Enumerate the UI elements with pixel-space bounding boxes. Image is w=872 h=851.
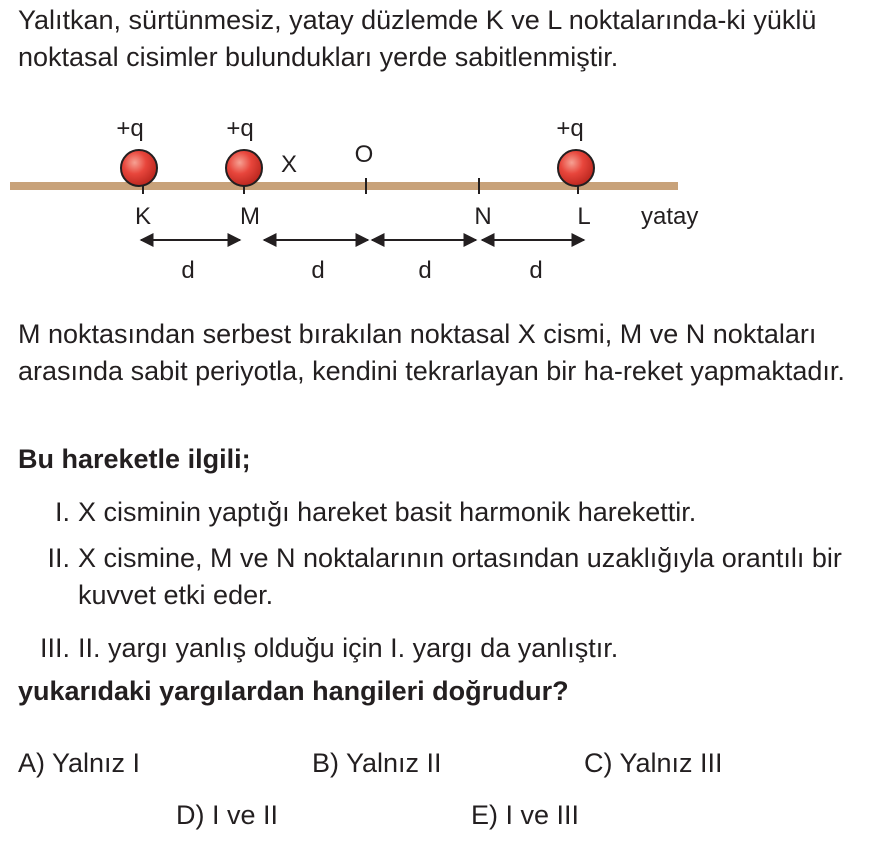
statement-1-text: X cisminin yaptığı hareket basit harmonik harekettir. [78,497,697,527]
intro-paragraph: Yalıtkan, sürtünmesiz, yatay düzlemde K ve L noktalarında-ki yüklü noktasal cisimler bulundukları yerde sabitlenmiştir. [18,5,817,72]
charge-ball-m [226,150,262,186]
object-label-x: X [280,151,298,178]
point-label-l: L [577,203,591,230]
option-d[interactable]: D) I ve II [176,800,279,830]
description-paragraph: M noktasından serbest bırakılan noktasal X cismi, M ve N noktaları arasında sabit periyotla, kendini tekrarlayan bir ha-reket yapmaktadır. [18,319,845,386]
charge-diagram [0,100,872,300]
distance-label-4: d [529,257,543,284]
charge-label-l: +q [556,115,584,142]
charge-ball-l [558,150,594,186]
option-e[interactable]: E) I ve III [471,800,580,830]
center-label-o: O [354,141,374,168]
distance-label-2: d [311,257,325,284]
axis-label-yatay: yatay [641,203,699,230]
question-text: yukarıdaki yargılardan hangileri doğrudur? [18,676,569,706]
point-label-m: M [240,203,260,230]
point-label-n: N [474,203,492,230]
statement-3-text: II. yargı yanlış olduğu için I. yargı da yanlıştır. [78,633,619,663]
charge-label-k: +q [116,115,144,142]
question-intro: Bu hareketle ilgili; [18,444,251,474]
charge-ball-k [121,150,157,186]
option-a[interactable]: A) Yalnız I [18,748,141,778]
option-c[interactable]: C) Yalnız III [584,748,723,778]
point-label-k: K [134,203,152,230]
charge-label-m: +q [226,115,254,142]
statement-3-number: III. [39,633,70,663]
distance-label-1: d [181,257,195,284]
option-b[interactable]: B) Yalnız II [312,748,442,778]
distance-label-3: d [418,257,432,284]
statement-1-number: I. [54,497,70,527]
statement-2-number: II. [47,543,70,573]
statement-2-text: X cismine, M ve N noktalarının ortasından uzaklığıyla orantılı bir kuvvet etki eder. [78,543,842,610]
